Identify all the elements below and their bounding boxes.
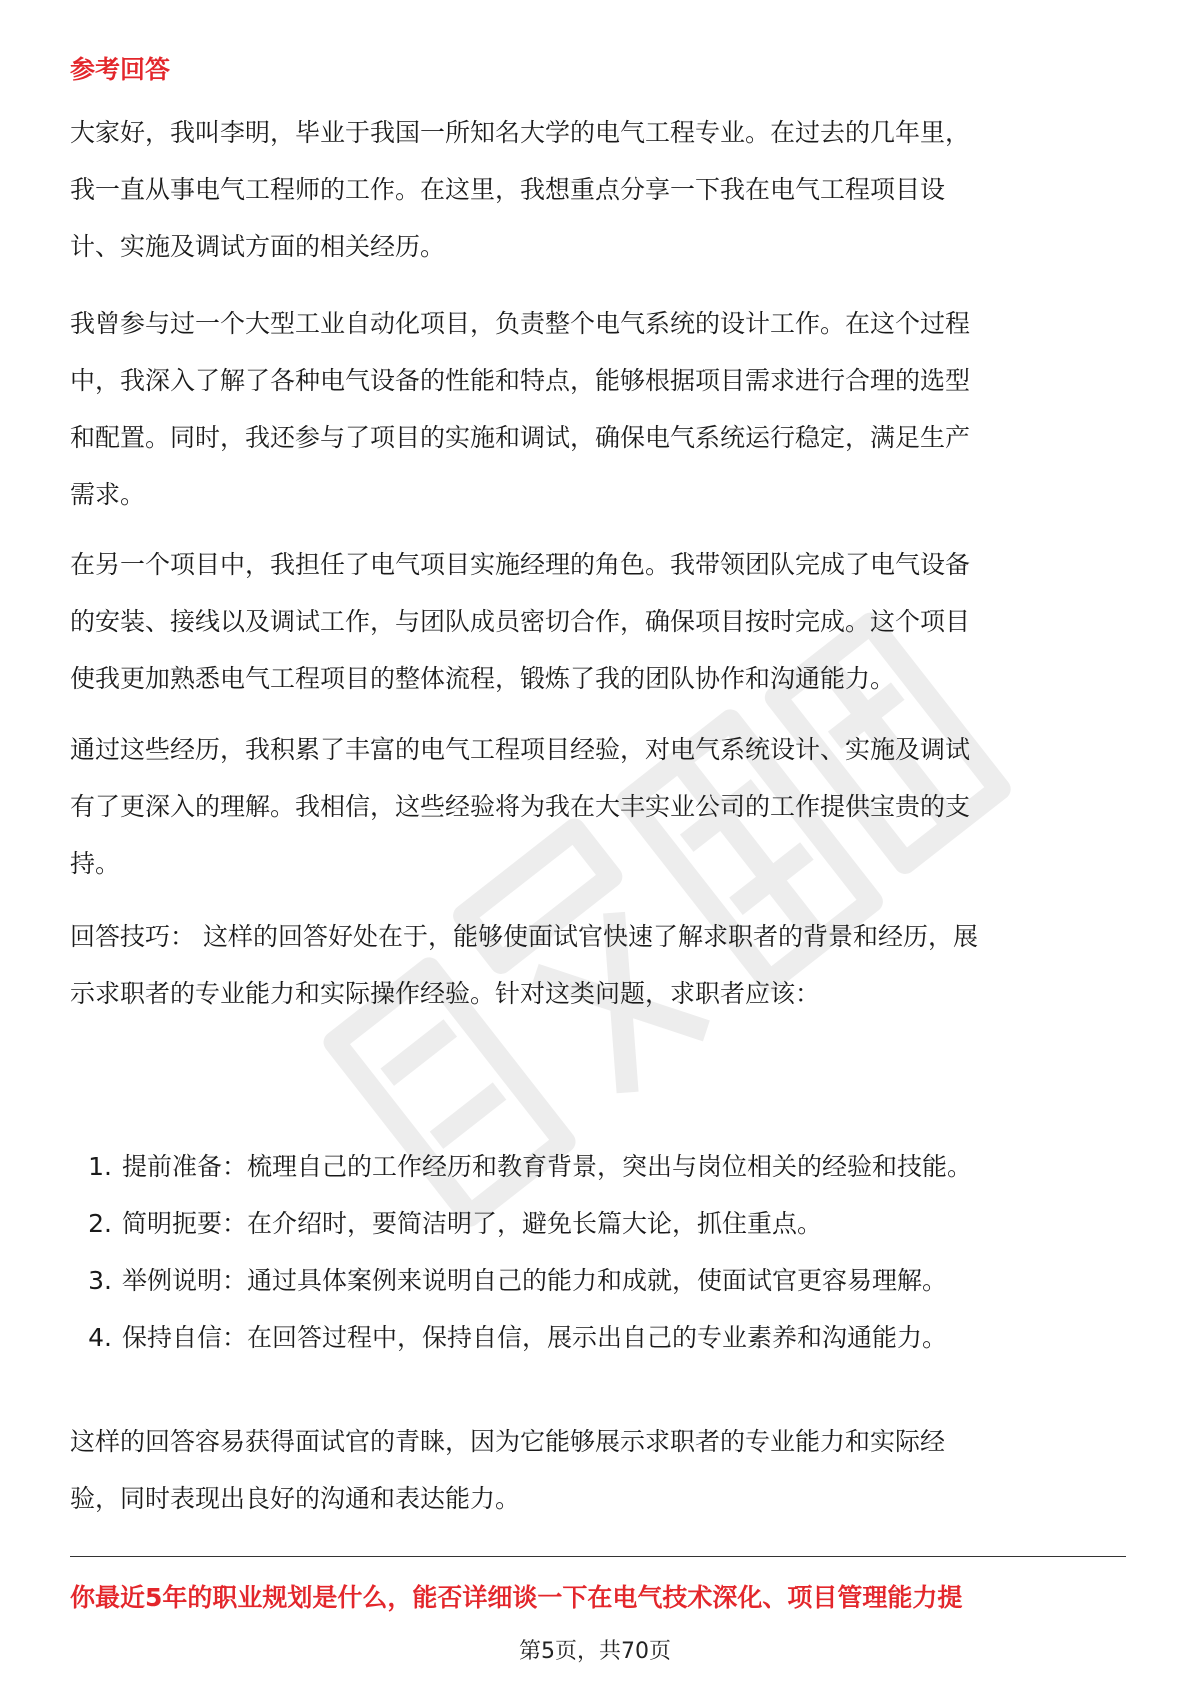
paragraph-line: 示求职者的专业能力和实际操作经验。针对这类问题，求职者应该： bbox=[70, 979, 821, 1008]
paragraph-line: 大家好，我叫李明，毕业于我国一所知名大学的电气工程专业。在过去的几年里， bbox=[70, 118, 971, 147]
paragraph-line: 通过这些经历，我积累了丰富的电气工程项目经验，对电气系统设计、实施及调试 bbox=[70, 735, 971, 764]
list-item bbox=[70, 1195, 1130, 1252]
paragraph-line: 在另一个项目中，我担任了电气项目实施经理的角色。我带领团队完成了电气设备 bbox=[70, 550, 971, 579]
paragraph-line: 计、实施及调试方面的相关经历。 bbox=[70, 232, 446, 261]
list-item-number: 4. bbox=[88, 1323, 112, 1352]
list-item bbox=[70, 1138, 1130, 1195]
answer-paragraph-3 bbox=[70, 536, 1130, 707]
paragraph-line: 需求。 bbox=[70, 480, 146, 509]
page-number: 第5页，共70页 bbox=[519, 1639, 671, 1664]
paragraph-line: 这样的回答容易获得面试官的青睐，因为它能够展示求职者的专业能力和实际经 bbox=[70, 1427, 946, 1456]
section-divider bbox=[70, 1556, 1126, 1557]
paragraph-line: 和配置。同时，我还参与了项目的实施和调试，确保电气系统运行稳定，满足生产 bbox=[70, 423, 971, 452]
paragraph-line: 持。 bbox=[70, 849, 121, 878]
paragraph-line: 中，我深入了解了各种电气设备的性能和特点，能够根据项目需求进行合理的选型 bbox=[70, 366, 971, 395]
list-item-number: 3. bbox=[88, 1266, 112, 1295]
answer-paragraph-1 bbox=[70, 104, 1130, 275]
list-item-text: 举例说明：通过具体案例来说明自己的能力和成就，使面试官更容易理解。 bbox=[122, 1266, 948, 1295]
list-item-number: 1. bbox=[88, 1152, 112, 1181]
paragraph-line: 有了更深入的理解。我相信，这些经验将为我在大丰实业公司的工作提供宝贵的支 bbox=[70, 792, 971, 821]
paragraph-line: 回答技巧： 这样的回答好处在于，能够使面试官快速了解求职者的背景和经历，展 bbox=[70, 922, 978, 951]
answer-paragraph-2 bbox=[70, 295, 1130, 523]
next-question-heading: 你最近5年的职业规划是什么，能否详细谈一下在电气技术深化、项目管理能力提 bbox=[70, 1583, 963, 1612]
answer-paragraph-4 bbox=[70, 721, 1130, 892]
list-item bbox=[70, 1309, 1130, 1366]
answer-tips-intro bbox=[70, 908, 1130, 1022]
paragraph-line: 验，同时表现出良好的沟通和表达能力。 bbox=[70, 1484, 521, 1513]
paragraph-line: 我曾参与过一个大型工业自动化项目，负责整个电气系统的设计工作。在这个过程 bbox=[70, 309, 971, 338]
list-item-text: 简明扼要：在介绍时，要简洁明了，避免长篇大论，抓住重点。 bbox=[122, 1209, 823, 1238]
closing-paragraph bbox=[70, 1413, 1130, 1527]
paragraph-line: 使我更加熟悉电气工程项目的整体流程，锻炼了我的团队协作和沟通能力。 bbox=[70, 664, 896, 693]
tips-list bbox=[70, 1138, 1130, 1366]
list-item-text: 提前准备：梳理自己的工作经历和教育背景，突出与岗位相关的经验和技能。 bbox=[122, 1152, 973, 1181]
list-item-text: 保持自信：在回答过程中，保持自信，展示出自己的专业素养和沟通能力。 bbox=[122, 1323, 948, 1352]
list-item bbox=[70, 1252, 1130, 1309]
paragraph-line: 的安装、接线以及调试工作，与团队成员密切合作，确保项目按时完成。这个项目 bbox=[70, 607, 971, 636]
paragraph-line: 我一直从事电气工程师的工作。在这里，我想重点分享一下我在电气工程项目设 bbox=[70, 175, 946, 204]
section-title: 参考回答 bbox=[70, 55, 171, 84]
list-item-number: 2. bbox=[88, 1209, 112, 1238]
